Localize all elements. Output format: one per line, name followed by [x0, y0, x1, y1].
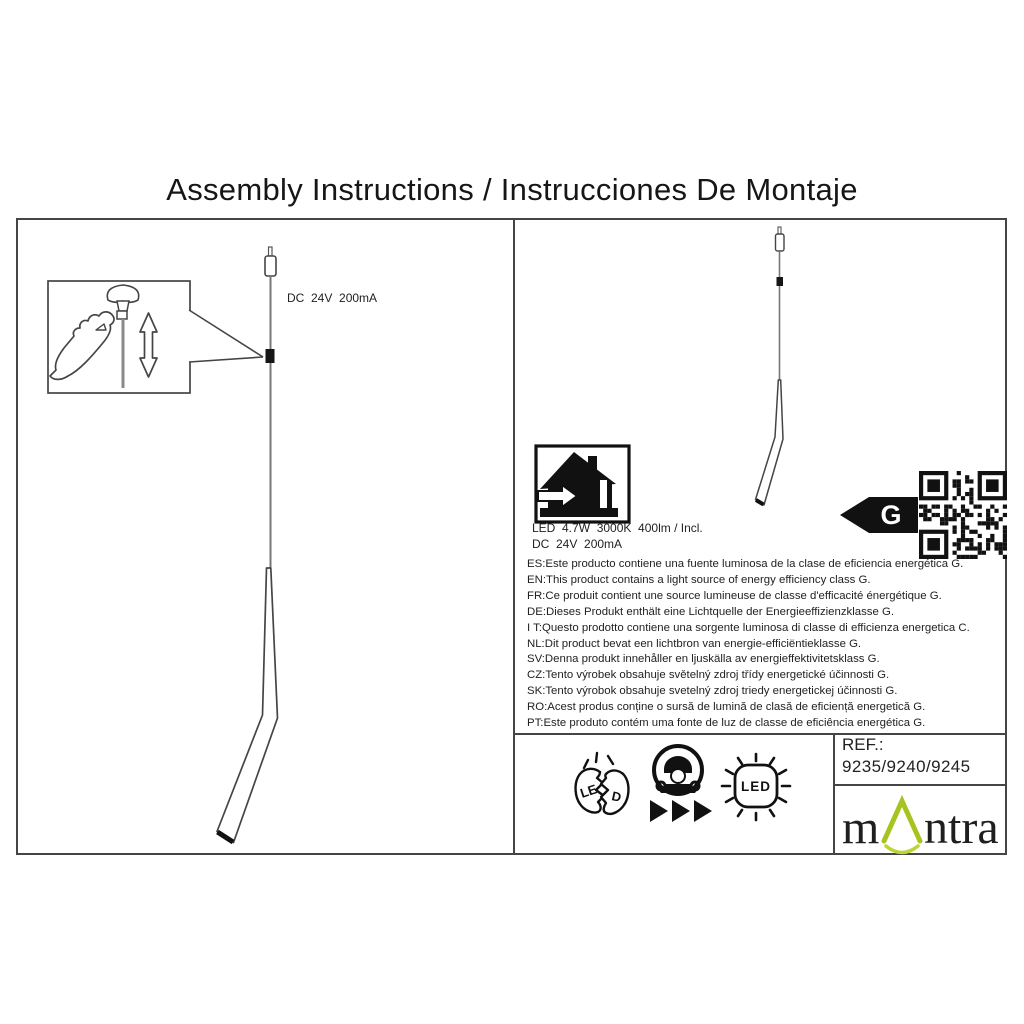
svg-text:D: D [610, 788, 623, 805]
svg-text:m: m [842, 801, 880, 854]
broken-led-icon [570, 750, 632, 825]
lang-line-cz: CZ:Tento výrobek obsahuje světelný zdroj třídy energetické účinnosti G. [527, 669, 890, 682]
brand-caret-icon [884, 801, 920, 841]
brand-arc-icon [886, 846, 918, 853]
spec-line-1: LED 4.7W 3000K 400lm / Incl. [532, 521, 703, 535]
lamp-body [756, 380, 784, 505]
svg-text:LED: LED [741, 779, 771, 794]
qr-code [919, 471, 1007, 559]
lang-line-sk: SK:Tento výrobok obsahuje svetelný zdroj triedy energetickej účinnosti G. [527, 685, 898, 698]
ref-label: REF.: [842, 735, 884, 754]
led-icon [720, 752, 792, 827]
power-spec-label: DC 24V 200mA [287, 291, 378, 305]
spec-block [532, 520, 703, 552]
lang-line-en: EN:This product contains a light source of energy efficiency class G. [527, 573, 871, 586]
lang-line-de: DE:Dieses Produkt enthält eine Lichtquelle der Energieeffizienzklasse G. [527, 605, 895, 618]
plug-pin [269, 247, 273, 256]
lang-line-it: I T:Questo prodotto contiene una sorgente luminosa di classe di efficienza energetica C. [527, 621, 970, 634]
technician-icon [645, 742, 717, 827]
ref-numbers: 9235/9240/9245 [842, 757, 971, 776]
cable-adjuster [777, 277, 784, 286]
lang-line-fr: FR:Ce produit contient une source lumineuse de classe d'efficacité énergétique G. [527, 589, 942, 602]
mantra-logo [838, 791, 1008, 855]
lamp-body [217, 568, 278, 843]
page-title: Assembly Instructions / Instrucciones De Montaje [166, 172, 858, 207]
lang-line-nl: NL:Dit product bevat een lichtbron van energie-efficiëntieklasse G. [527, 637, 862, 650]
svg-text:ntra: ntra [924, 801, 999, 854]
language-lines [527, 557, 970, 732]
forward-arrows-icon [650, 800, 712, 822]
ref-underline [833, 784, 1007, 786]
energy-class-letter: G [880, 500, 902, 530]
connector [776, 234, 785, 251]
lang-line-es: ES:Este producto contiene una fuente luminosa de la clase de eficiencia energética G. [527, 558, 964, 570]
assembly-diagram-left [16, 218, 513, 855]
pendant-lamp-drawing-right [756, 227, 785, 505]
ref-divider [833, 733, 835, 855]
spec-line-2: DC 24V 200mA [532, 537, 623, 551]
lang-line-pt: PT:Este produto contém uma fonte de luz de classe de eficiência energética G. [527, 717, 926, 730]
indoor-use-icon [534, 444, 631, 524]
svg-text:LE: LE [578, 781, 599, 801]
lang-line-ro: RO:Acest produs conține o sursă de lumină de clasă de eficiență energetică G. [527, 701, 926, 714]
footer-divider [515, 733, 1007, 735]
cable-adjuster [266, 349, 275, 363]
lang-line-sv: SV:Denna produkt innehåller en ljuskälla av energieffektivitetsklass G. [527, 653, 880, 666]
connector [265, 256, 276, 276]
height-adjust-callout [48, 281, 263, 393]
